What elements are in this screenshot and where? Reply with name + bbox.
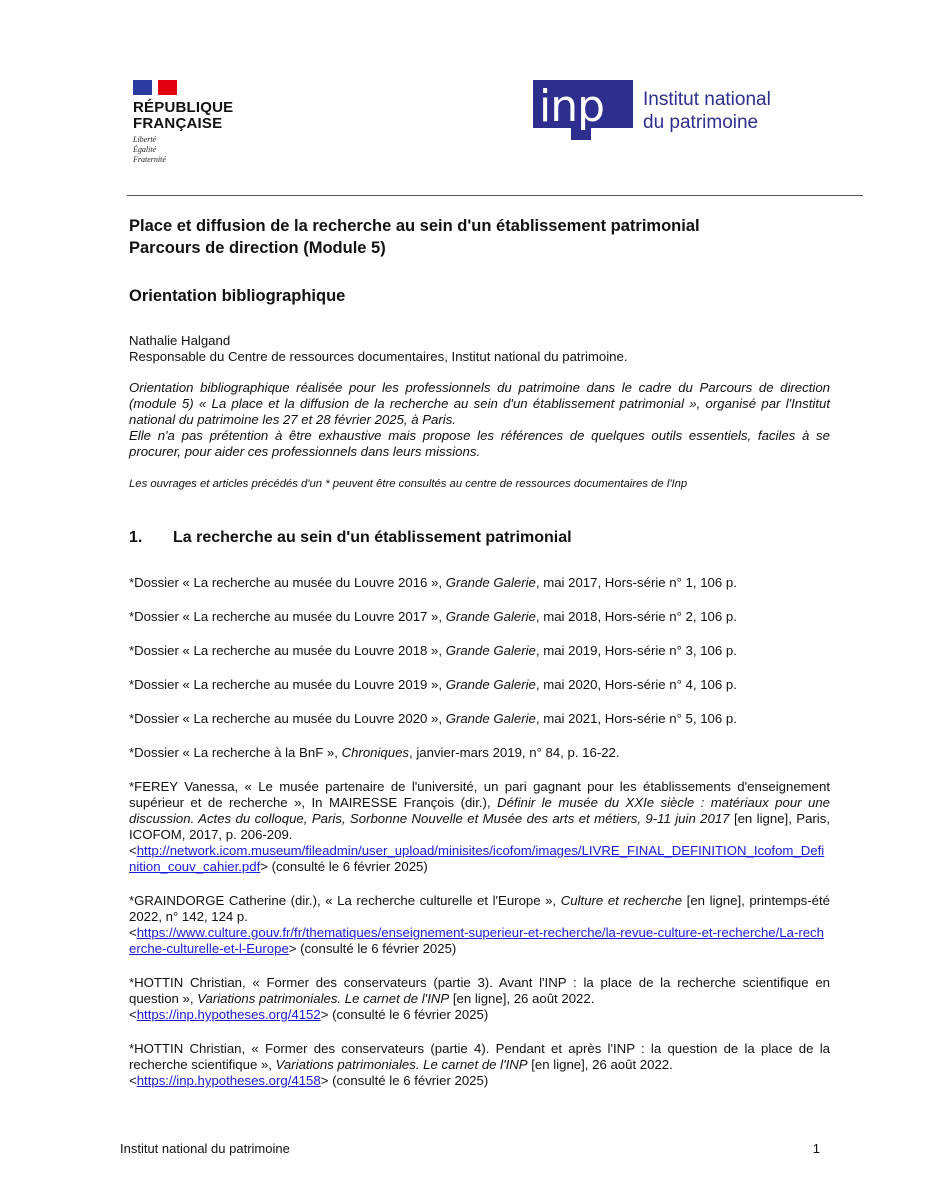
rf-name-line1: RÉPUBLIQUE	[133, 99, 234, 116]
bibliography-list	[129, 575, 830, 1089]
graindorge-link[interactable]: https://www.culture.gouv.fr/fr/thematiques/enseignement-superieur-et-recherche/la-revue-culture-et-recherche/La-recherche-culturelle-et-l-Europe	[129, 925, 824, 956]
header-divider	[127, 195, 863, 196]
bibliography-entry: *Dossier « La recherche à la BnF », Chroniques, janvier-mars 2019, n° 84, p. 16-22.	[129, 745, 620, 760]
inp-name-line2: du patrimoine	[643, 112, 759, 133]
document-body	[129, 215, 830, 1107]
hottin-3-link[interactable]: https://inp.hypotheses.org/4152	[136, 1007, 321, 1022]
motto-egalite: Égalité	[133, 145, 157, 154]
title-line1: Place et diffusion de la recherche au sein d'un établissement patrimonial	[129, 217, 700, 235]
inp-logo-text: inp	[539, 81, 605, 132]
inp-logo	[533, 80, 771, 140]
rf-name	[133, 100, 233, 132]
footer-institution: Institut national du patrimoine	[120, 1141, 290, 1156]
title-line2: Parcours de direction (Module 5)	[129, 239, 386, 257]
bibliography-entry: *Dossier « La recherche au musée du Louvre 2020 », Grande Galerie, mai 2021, Hors-série n° 5, 106 p.	[129, 711, 737, 726]
motto-liberte: Liberté	[133, 135, 157, 144]
bibliography-entry-ferey: *FEREY Vanessa, « Le musée partenaire de l'université, un pari gagnant pour les établissements d'enseignement supérieur et de recherche », In MAIRESSE François (dir.), Définir le musée du XXIe siècle : matériaux pour une discussion. Actes du colloque, Paris, Sorbonne Nouvelle et Musée des arts et métiers, 9-11 juin 2017 [en ligne], Paris, ICOFOM, 2017, p. 206-209. <http://network.icom.museum/fileadmin/user_upload/minisites/icofom/images/LIVRE_FINAL_DEFINITION_Icofom_Definition_couv_cahier.pdf> (consulté le 6 février 2025)	[129, 779, 830, 874]
page-number: 1	[812, 1141, 820, 1156]
author-block	[129, 333, 830, 365]
document-title	[129, 215, 830, 259]
bibliography-entry-hottin-4: *HOTTIN Christian, « Former des conservateurs (partie 4). Pendant et après l'INP : la question de la place de la recherche scientifique », Variations patrimoniales. Le carnet de l'INP [en ligne], 26 août 2022. <https://inp.hypotheses.org/4158> (consulté le 6 février 2025)	[129, 1041, 830, 1088]
section-number: 1.	[129, 529, 143, 546]
inp-logo-mark	[533, 80, 633, 140]
intro-paragraph	[129, 380, 830, 460]
republique-francaise-logo	[133, 80, 233, 165]
flag-blue-band	[133, 80, 152, 95]
asterisk-note: Les ouvrages et articles précédés d'un * peuvent être consultés au centre de ressources documentaires de l'Inp	[129, 478, 688, 490]
bibliography-entry: *Dossier « La recherche au musée du Louvre 2016 », Grande Galerie, mai 2017, Hors-série n° 1, 106 p.	[129, 575, 737, 590]
intro-text-1: Orientation bibliographique réalisée pour les professionnels du patrimoine dans le cadre du Parcours de direction (module 5) « La place et la diffusion de la recherche au sein d'un établissement patrimonial », organisé par l'Institut national du patrimoine les 27 et 28 février 2025, à Paris.	[129, 380, 830, 427]
french-flag-icon	[133, 80, 177, 95]
inp-name-line1: Institut national	[643, 89, 771, 110]
author-name: Nathalie Halgand	[129, 333, 231, 348]
flag-red-band	[158, 80, 177, 95]
author-role: Responsable du Centre de ressources documentaires, Institut national du patrimoine.	[129, 349, 628, 364]
page-footer	[120, 1141, 820, 1156]
bibliography-entry: *Dossier « La recherche au musée du Louvre 2019 », Grande Galerie, mai 2020, Hors-série n° 4, 106 p.	[129, 677, 737, 692]
bibliography-entry: *Dossier « La recherche au musée du Louvre 2017 », Grande Galerie, mai 2018, Hors-série n° 2, 106 p.	[129, 609, 737, 624]
bibliography-entry-hottin-3: *HOTTIN Christian, « Former des conservateurs (partie 3). Avant l'INP : la place de la recherche scientifique en question », Variations patrimoniales. Le carnet de l'INP [en ligne], 26 août 2022. <https://inp.hypotheses.org/4152> (consulté le 6 février 2025)	[129, 975, 830, 1022]
document-subtitle: Orientation bibliographique	[129, 287, 346, 305]
section-title: La recherche au sein d'un établissement patrimonial	[173, 529, 572, 546]
bibliography-entry-graindorge: *GRAINDORGE Catherine (dir.), « La recherche culturelle et l'Europe », Culture et recherche [en ligne], printemps-été 2022, n° 142, 124 p. <https://www.culture.gouv.fr/fr/thematiques/enseignement-superieur-et-recherche/la-revue-culture-et-recherche/La-recherche-culturelle-et-l-Europe> (consulté le 6 février 2025)	[129, 893, 830, 956]
rf-name-line2: FRANÇAISE	[133, 115, 223, 132]
inp-logo-name	[643, 88, 771, 134]
hottin-4-link[interactable]: https://inp.hypotheses.org/4158	[136, 1073, 321, 1088]
bibliography-entry: *Dossier « La recherche au musée du Louvre 2018 », Grande Galerie, mai 2019, Hors-série n° 3, 106 p.	[129, 643, 737, 658]
section-heading	[129, 528, 830, 548]
motto-fraternite: Fraternité	[133, 155, 166, 164]
intro-text-2: Elle n'a pas prétention à être exhaustive mais propose les références de quelques outils essentiels, faciles à se procurer, pour aider ces professionnels dans leurs missions.	[129, 428, 830, 459]
rf-motto	[133, 135, 233, 165]
ferey-link[interactable]: http://network.icom.museum/fileadmin/user_upload/minisites/icofom/images/LIVRE_FINAL_DEFINITION_Icofom_Definition_couv_cahier.pdf	[129, 843, 825, 874]
